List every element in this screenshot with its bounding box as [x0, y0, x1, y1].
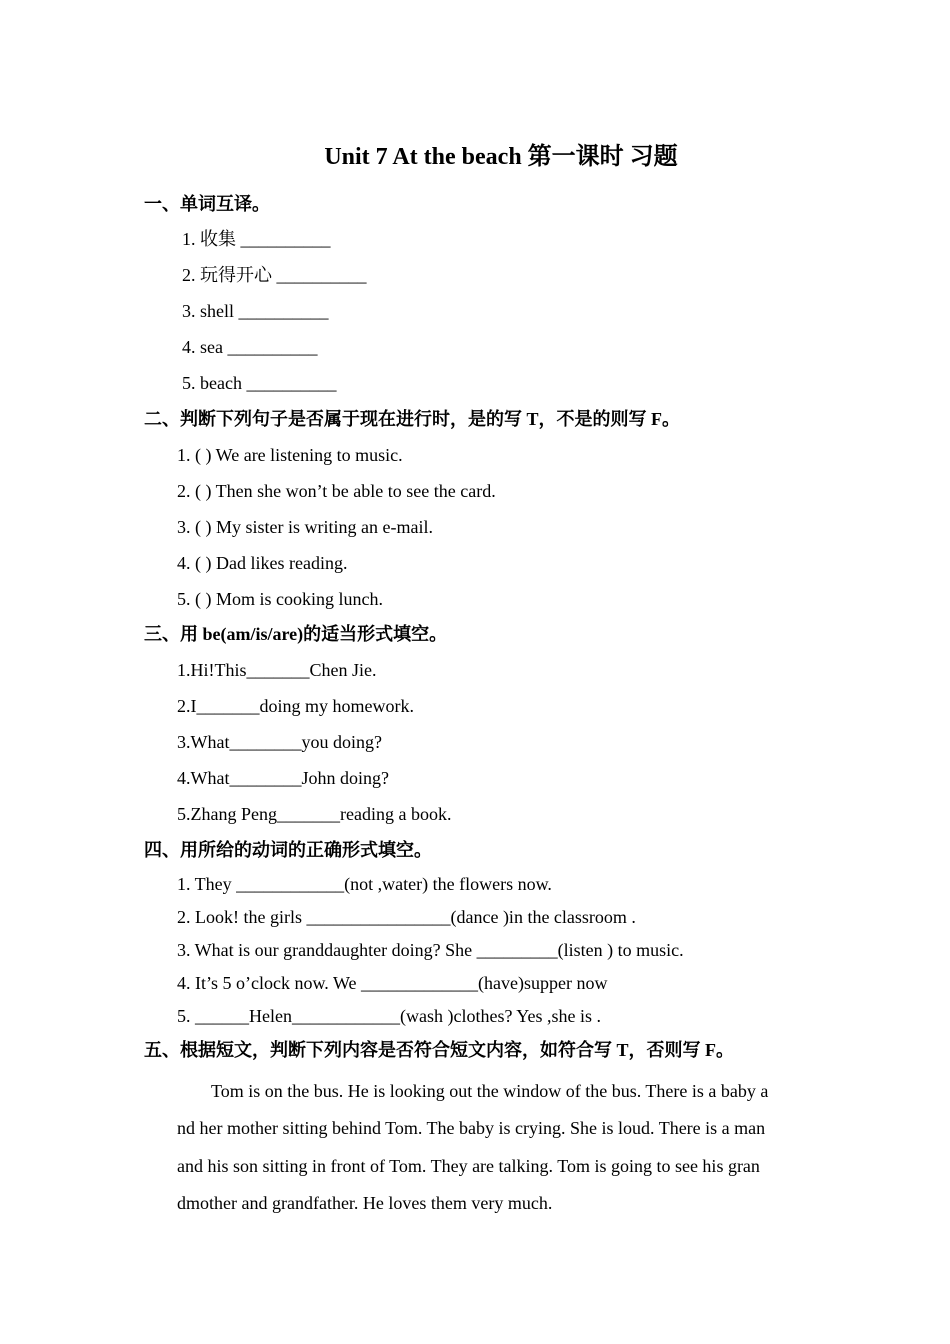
section1-item-1: 1. 收集 __________ — [182, 229, 331, 249]
passage-line-2: nd her mother sitting behind Tom. The baby is crying. She is loud. There is a man — [177, 1118, 766, 1139]
section4-item-3: 3. What is our granddaughter doing? She _________(listen ) to music. — [177, 940, 684, 960]
section1-item-4: 4. sea __________ — [182, 337, 318, 357]
section3-item-1: 1.Hi!This_______Chen Jie. — [177, 660, 377, 680]
section3-item-2: 2.I_______doing my homework. — [177, 696, 414, 716]
section2-item-3: 3. ( ) My sister is writing an e-mail. — [177, 517, 433, 537]
section1-item-5: 5. beach __________ — [182, 373, 337, 393]
section2-heading: 二、判断下列句子是否属于现在进行时，是的写 T，不是的则写 F。 — [144, 409, 680, 429]
section3-item-3: 3.What________you doing? — [177, 732, 382, 752]
section1-item-3: 3. shell __________ — [182, 301, 329, 321]
passage-line-3: and his son sitting in front of Tom. They are talking. Tom is going to see his gran — [177, 1155, 760, 1176]
page-title: Unit 7 At the beach 第一课时 习题 — [324, 144, 678, 170]
section1-heading: 一、单词互译。 — [144, 194, 270, 214]
section4-item-4: 4. It’s 5 o’clock now. We _____________(have)supper now — [177, 973, 608, 993]
section3-item-4: 4.What________John doing? — [177, 768, 389, 788]
section3-item-5: 5.Zhang Peng_______reading a book. — [177, 804, 452, 824]
section2-item-5: 5. ( ) Mom is cooking lunch. — [177, 589, 383, 609]
passage-line-1: Tom is on the bus. He is looking out the window of the bus. There is a baby a — [211, 1081, 769, 1101]
section4-item-5: 5. ______Helen____________(wash )clothes? Yes ,she is . — [177, 1006, 601, 1026]
section2-item-4: 4. ( ) Dad likes reading. — [177, 553, 348, 573]
section4-item-2: 2. Look! the girls ________________(dance )in the classroom . — [177, 907, 636, 927]
section1-item-2: 2. 玩得开心 __________ — [182, 265, 367, 285]
section3-heading: 三、用 be(am/is/are)的适当形式填空。 — [144, 624, 448, 644]
section4-heading: 四、用所给的动词的正确形式填空。 — [144, 840, 432, 860]
section2-item-2: 2. ( ) Then she won’t be able to see the card. — [177, 481, 496, 501]
section2-item-1: 1. ( ) We are listening to music. — [177, 445, 403, 465]
section5-heading: 五、根据短文，判断下列内容是否符合短文内容，如符合写 T，否则写 F。 — [144, 1040, 734, 1060]
section4-item-1: 1. They ____________(not ,water) the flowers now. — [177, 874, 552, 894]
passage-line-4: dmother and grandfather. He loves them very much. — [177, 1192, 553, 1213]
reading-passage — [177, 1073, 807, 1222]
